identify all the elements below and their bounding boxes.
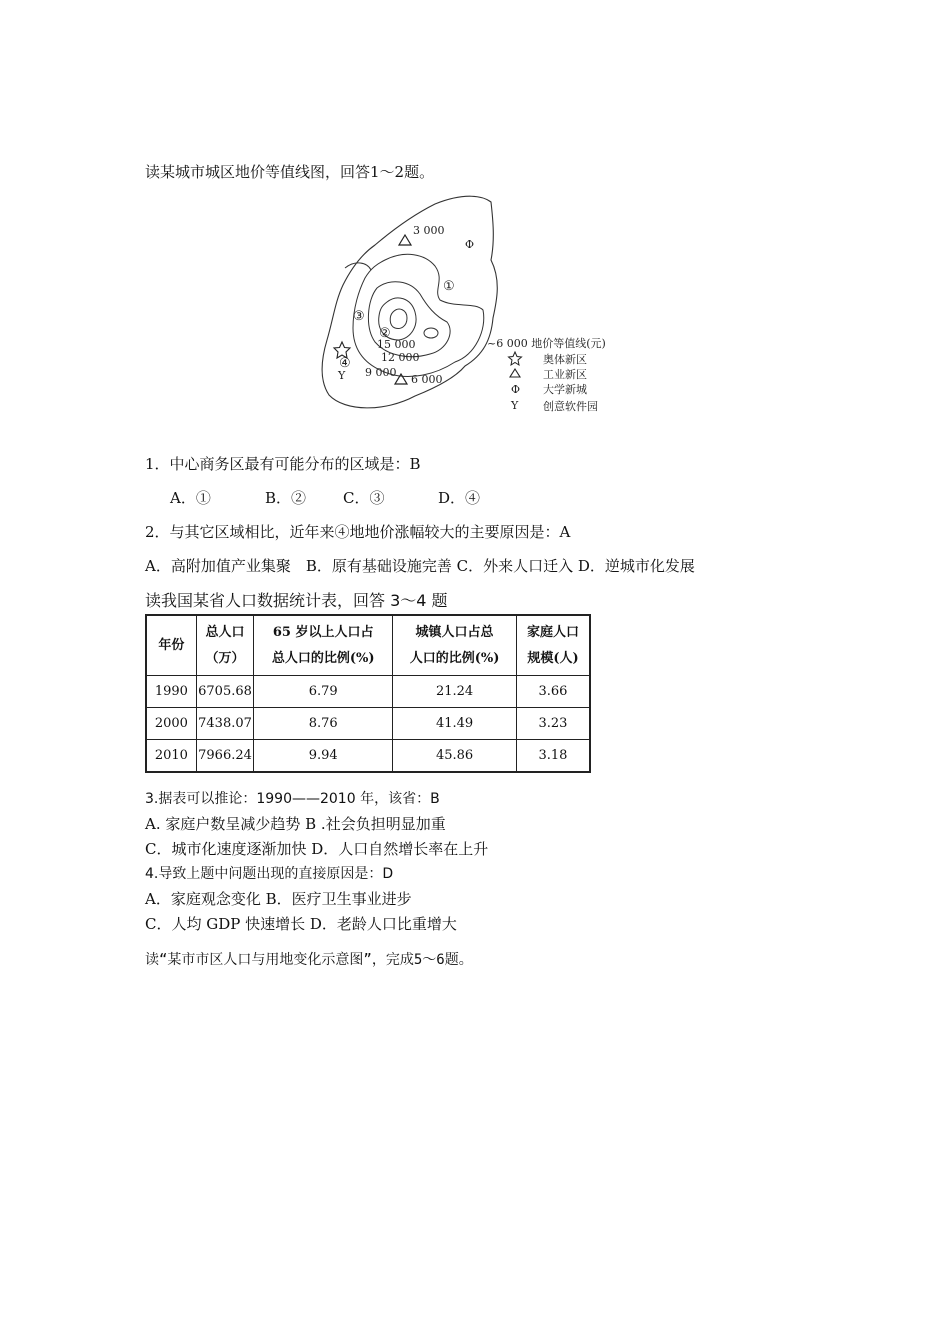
q1-option-a[interactable]: A．① <box>170 489 211 507</box>
university-marker-icon: Φ <box>465 238 475 251</box>
cell-year: 2010 <box>146 740 196 773</box>
table-header-row <box>146 615 590 676</box>
q2-stem: 2．与其它区域相比，近年来④地地价涨幅较大的主要原因是：A <box>145 523 571 541</box>
population-table <box>145 614 591 773</box>
region-label-3: ③ <box>353 309 365 324</box>
contour-15000 <box>390 309 407 328</box>
q4-options-line2: C．人均 GDP 快速增长 D．老龄人口比重增大 <box>145 915 457 933</box>
header-total: 总人口 （万） <box>196 615 253 676</box>
cell-household: 3.18 <box>516 740 590 773</box>
region-label-1: ① <box>443 279 455 294</box>
q3-stem: 3.据表可以推论：1990——2010 年，该省：B <box>145 791 440 807</box>
cell-elderly: 9.94 <box>254 740 393 773</box>
contour-label-3000: 3 000 <box>413 224 445 237</box>
q4-options-line1: A．家庭观念变化 B．医疗卫生事业进步 <box>145 890 412 908</box>
q1-option-b[interactable]: B．② <box>265 489 307 507</box>
cell-total: 7966.24 <box>196 740 253 773</box>
q2-options: A．高附加值产业集聚 B．原有基础设施完善 C．外来人口迁入 D．逆城市化发展 <box>145 557 695 575</box>
table-row <box>146 740 590 773</box>
legend-industrial: 工业新区 <box>543 368 587 381</box>
region-label-2: ② <box>379 326 391 341</box>
header-urban: 城镇人口占总 人口的比例(%) <box>393 615 517 676</box>
q1-stem: 1．中心商务区最有可能分布的区域是：B <box>145 455 421 473</box>
table-row <box>146 708 590 740</box>
legend-phi-icon: Φ <box>511 383 521 396</box>
cell-year: 1990 <box>146 676 196 708</box>
q34-intro: 读我国某省人口数据统计表，回答 3～4 题 <box>145 591 448 610</box>
contour-small-east <box>424 328 438 338</box>
legend-contour: ~6 000 地价等值线(元) <box>487 337 606 350</box>
header-elderly: 65 岁以上人口占 总人口的比例(%) <box>254 615 393 676</box>
q3-options-line2: C．城市化速度逐渐加快 D．人口自然增长率在上升 <box>145 840 489 858</box>
cell-year: 2000 <box>146 708 196 740</box>
cell-total: 6705.68 <box>196 676 253 708</box>
q1-options <box>170 488 480 508</box>
legend-star-icon <box>509 352 522 365</box>
cell-elderly: 8.76 <box>254 708 393 740</box>
land-price-contour-map <box>315 190 645 415</box>
cell-household: 3.66 <box>516 676 590 708</box>
contour-label-9000: 9 000 <box>365 366 397 379</box>
cell-urban: 45.86 <box>393 740 517 773</box>
header-year: 年份 <box>146 615 196 676</box>
industrial-zone-triangle-icon <box>399 235 411 245</box>
header-household: 家庭人口 规模(人) <box>516 615 590 676</box>
legend-software: 创意软件园 <box>543 400 598 413</box>
contour-small-top <box>345 263 371 270</box>
q56-intro: 读“某市市区人口与用地变化示意图”，完成5～6题。 <box>145 952 473 968</box>
q3-options-line1: A. 家庭户数呈减少趋势 B .社会负担明显加重 <box>145 815 446 833</box>
contour-label-6000: 6 000 <box>411 373 443 386</box>
cell-urban: 41.49 <box>393 708 517 740</box>
legend-sports: 奥体新区 <box>543 353 587 366</box>
contour-label-15000: 15 000 <box>377 338 416 351</box>
contour-label-12000: 12 000 <box>381 351 420 364</box>
legend-university: 大学新城 <box>543 383 587 396</box>
q1-option-c[interactable]: C．③ <box>343 489 385 507</box>
legend-y-icon: Y <box>511 399 519 412</box>
cell-elderly: 6.79 <box>254 676 393 708</box>
software-park-marker-icon: Y <box>338 369 346 382</box>
region-label-4: ④ <box>339 356 351 371</box>
q1-option-d[interactable]: D．④ <box>438 489 481 507</box>
legend-triangle-icon <box>510 369 520 377</box>
table-row <box>146 676 590 708</box>
q12-intro: 读某城市城区地价等值线图，回答1～2题。 <box>145 163 435 181</box>
cell-urban: 21.24 <box>393 676 517 708</box>
q4-stem: 4.导致上题中问题出现的直接原因是：D <box>145 866 394 882</box>
cell-household: 3.23 <box>516 708 590 740</box>
cell-total: 7438.07 <box>196 708 253 740</box>
